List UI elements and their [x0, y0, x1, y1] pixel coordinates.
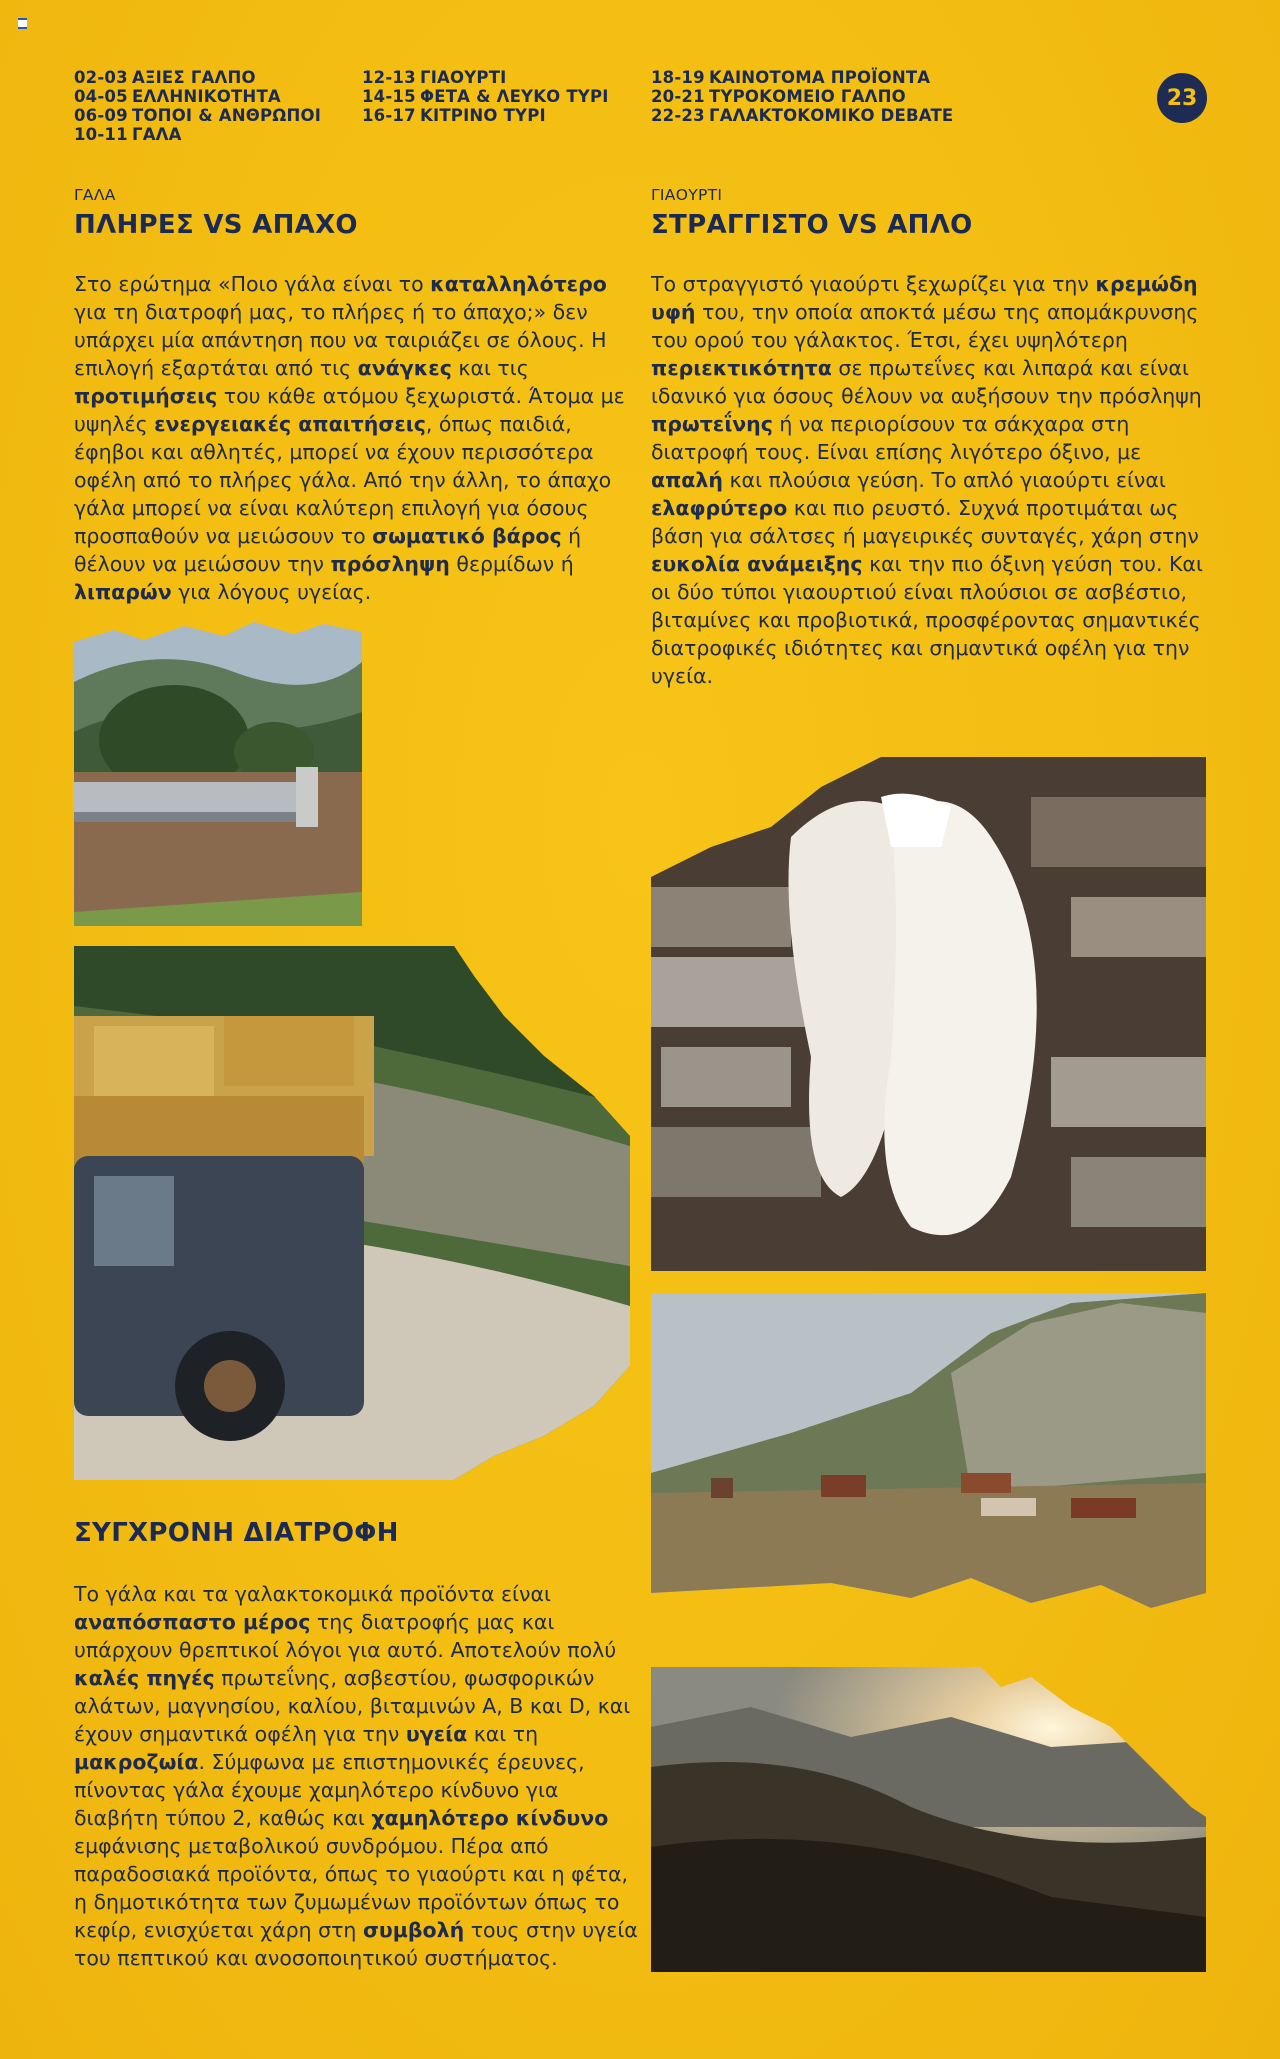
yogurt-title: ΣΤΡΑΓΓΙΣΤΟ VS ΑΠΛΟ — [651, 210, 973, 240]
emphasis-text: πρόσληψη — [330, 552, 450, 576]
body-text: ή θέλουν να μειώσουν την — [74, 524, 582, 576]
toc-entry[interactable] — [362, 68, 609, 87]
body-text: . Σύμφωνα με επιστημονικές έρευνες, πίνοντας γάλα έχουμε χαμηλότερο κίνδυνο για διαβήτη τύπου 2, καθώς και — [74, 1750, 585, 1830]
nutrition-body — [74, 1580, 640, 1972]
toc-label: ΤΟΠΟΙ & ΑΝΘΡΩΠΟΙ — [132, 106, 322, 125]
toc-label: ΑΞΙΕΣ ΓΑΛΠΟ — [132, 68, 256, 87]
milk-kicker: ΓΑΛΑ — [74, 186, 116, 204]
photo-sunset-mountains — [651, 1667, 1206, 1972]
language-flag-icon[interactable] — [18, 18, 27, 29]
toc-page-range: 02-03 — [74, 68, 128, 87]
toc-page-range: 18-19 — [651, 68, 705, 87]
body-text: θερμίδων ή — [449, 552, 574, 576]
body-text: σε πρωτεΐνες και λιπαρά και είναι ιδανικό για όσους θέλουν να αυξήσουν την πρόσληψη — [651, 356, 1202, 408]
toc-label: ΓΑΛΑΚΤΟΚΟΜΙΚΟ DEBATE — [709, 106, 954, 125]
emphasis-text: κρεμώδη υφή — [651, 272, 1198, 324]
emphasis-text: υγεία — [405, 1722, 468, 1746]
toc-label: ΦΕΤΑ & ΛΕΥΚΟ ΤΥΡΙ — [420, 87, 609, 106]
emphasis-text: ανάγκες — [357, 356, 452, 380]
emphasis-text: περιεκτικότητα — [651, 356, 832, 380]
emphasis-text: χαμηλότερο κίνδυνο — [371, 1806, 609, 1830]
toc-entry[interactable] — [362, 87, 609, 106]
body-text: για τη διατροφή μας, το πλήρες ή το άπαχο;» δεν υπάρχει μία απάντηση που να ταιριάζει σε όλους. Η επιλογή εξαρτάται από τις — [74, 300, 607, 380]
toc-label: ΚΙΤΡΙΝΟ ΤΥΡΙ — [420, 106, 546, 125]
body-text: του, την οποία αποκτά μέσω της απομάκρυνσης του ορού του γάλακτος. Έτσι, έχει υψηλότερη — [651, 300, 1199, 352]
body-text: , όπως παιδιά, έφηβοι και αθλητές, μπορεί να έχουν περισσότερα οφέλη από το πλήρες γάλα. Από την άλλη, το άπαχο γάλα μπορεί να είναι καλύτερη επιλογή για όσους προσπαθούν να μειώσουν το — [74, 412, 612, 548]
emphasis-text: αναπόσπαστο μέρος — [74, 1610, 311, 1634]
toc-label: ΚΑΙΝΟΤΟΜΑ ΠΡΟΪΟΝΤΑ — [709, 68, 931, 87]
toc-page-range: 10-11 — [74, 125, 128, 144]
photo-water-trough — [74, 622, 362, 926]
toc-page-range: 14-15 — [362, 87, 416, 106]
emphasis-text: προτιμήσεις — [74, 384, 218, 408]
yogurt-kicker: ΓΙΑΟΥΡΤΙ — [651, 186, 723, 204]
body-text: Το γάλα και τα γαλακτοκομικά προϊόντα είναι — [74, 1582, 551, 1606]
toc-column-1 — [74, 68, 321, 144]
toc-column-3 — [651, 68, 953, 125]
body-text: εμφάνισης μεταβολικού συνδρόμου. Πέρα από παραδοσιακά προϊόντα, όπως το γιαούρτι και η φέτα, η δημοτικότητα των ζυμωμένων προϊόντων όπως το κεφίρ, ενισχύεται χάρη στη — [74, 1834, 629, 1942]
emphasis-text: καλές πηγές — [74, 1666, 215, 1690]
body-text: ή να περιορίσουν τα σάκχαρα στη διατροφή τους. Είναι επίσης λιγότερο όξινο, με — [651, 412, 1142, 464]
emphasis-text: απαλή — [651, 468, 723, 492]
toc-label: ΓΙΑΟΥΡΤΙ — [420, 68, 507, 87]
toc-entry[interactable] — [651, 68, 953, 87]
page-number-badge: 23 — [1157, 73, 1207, 123]
milk-title: ΠΛΗΡΕΣ VS ΑΠΑΧΟ — [74, 210, 358, 240]
toc-label: ΕΛΛΗΝΙΚΟΤΗΤΑ — [132, 87, 281, 106]
milk-body — [74, 270, 640, 606]
body-text: του κάθε ατόμου ξεχωριστά. Άτομα με υψηλές — [74, 384, 625, 436]
body-text: για λόγους υγείας. — [171, 580, 372, 604]
toc-label: ΤΥΡΟΚΟΜΕΙΟ ΓΑΛΠΟ — [709, 87, 906, 106]
emphasis-text: καταλληλότερο — [430, 272, 607, 296]
body-text: και τη — [467, 1722, 539, 1746]
emphasis-text: πρωτεΐνης — [651, 412, 773, 436]
emphasis-text: ενεργειακές απαιτήσεις — [154, 412, 426, 436]
emphasis-text: σωματικό βάρος — [372, 524, 562, 548]
body-text: Το στραγγιστό γιαούρτι ξεχωρίζει για την — [651, 272, 1096, 296]
photo-cows-mountain — [651, 1293, 1206, 1608]
toc-page-range: 22-23 — [651, 106, 705, 125]
toc-entry[interactable] — [74, 125, 321, 144]
body-text: Στο ερώτημα «Ποιο γάλα είναι το — [74, 272, 431, 296]
emphasis-text: συμβολή — [362, 1918, 465, 1942]
body-text: τους στην υγεία του πεπτικού και ανοσοποιητικού συστήματος. — [74, 1918, 638, 1970]
toc-entry[interactable] — [74, 68, 321, 87]
toc-entry[interactable] — [74, 106, 321, 125]
toc-page-range: 16-17 — [362, 106, 416, 125]
toc-page-range: 06-09 — [74, 106, 128, 125]
emphasis-text: λιπαρών — [74, 580, 172, 604]
toc-entry[interactable] — [362, 106, 609, 125]
body-text: της διατροφής μας και υπάρχουν θρεπτικοί λόγοι για αυτό. Αποτελούν πολύ — [74, 1610, 617, 1662]
toc-entry[interactable] — [651, 87, 953, 106]
emphasis-text: ευκολία ανάμειξης — [651, 552, 863, 576]
photo-hay-truck — [74, 946, 630, 1480]
body-text: και τις — [451, 356, 529, 380]
toc-entry[interactable] — [74, 87, 321, 106]
toc-column-2 — [362, 68, 609, 125]
body-text: και πιο ρευστό. Συχνά προτιμάται ως βάση για σάλτσες ή μαγειρικές συνταγές, χάρη στην — [651, 496, 1199, 548]
body-text: και την πιο όξινη γεύση του. Και οι δύο τύποι γιαουρτιού είναι πλούσιοι σε ασβέστιο, βιταμίνες και προβιοτικά, προσφέροντας σημαντικές διατροφικές ιδιότητες και σημαντικά οφέλη για την υγεία. — [651, 552, 1203, 688]
toc-page-range: 12-13 — [362, 68, 416, 87]
nutrition-title: ΣΥΓΧΡΟΝΗ ΔΙΑΤΡΟΦΗ — [74, 1518, 399, 1548]
toc-label: ΓΑΛΑ — [132, 125, 182, 144]
body-text: και πλούσια γεύση. Το απλό γιαούρτι είναι — [722, 468, 1166, 492]
emphasis-text: ελαφρύτερο — [651, 496, 788, 520]
yogurt-body — [651, 270, 1211, 690]
toc-entry[interactable] — [651, 106, 953, 125]
body-text: πρωτεΐνης, ασβεστίου, φωσφορικών αλάτων, μαγνησίου, καλίου, βιταμινών A, B και D, και έχουν σημαντικά οφέλη για την — [74, 1666, 631, 1746]
photo-strained-yogurt-bags — [651, 757, 1206, 1271]
toc-page-range: 04-05 — [74, 87, 128, 106]
toc-page-range: 20-21 — [651, 87, 705, 106]
emphasis-text: μακροζωία — [74, 1750, 199, 1774]
